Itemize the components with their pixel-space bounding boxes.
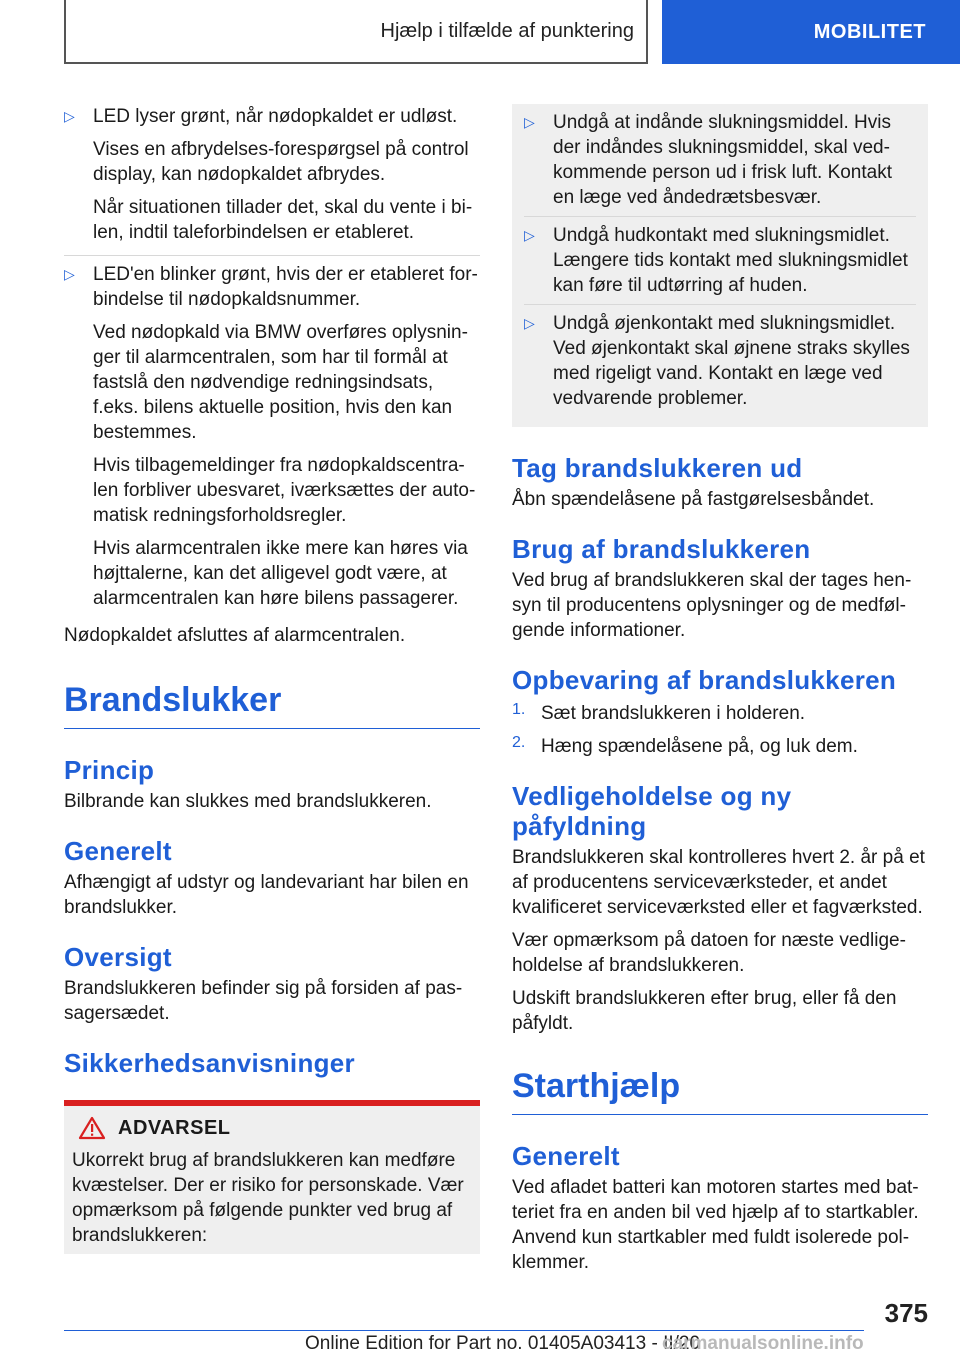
list-item-text: Undgå hudkontakt med slukningsmidlet. Længere tids kontakt med slukningsmidlet kan føre til udtørring af huden. (553, 225, 908, 296)
left-column (64, 104, 480, 1254)
paragraph: Vær opmærksom på datoen for næste vedligeholdelse af brandslukkeren. (512, 930, 906, 976)
step-item (512, 701, 928, 726)
list-item (64, 104, 480, 245)
step-number: 1. (512, 701, 526, 718)
paragraph: Afhængigt af udstyr og landevariant har bilen en brandslukker. (64, 872, 469, 918)
section-heading: Princip (64, 755, 155, 785)
triangle-bullet-icon: ▷ (64, 108, 75, 124)
triangle-bullet-icon: ▷ (524, 227, 535, 243)
triangle-bullet-icon: ▷ (524, 315, 535, 331)
warning-box-continued (512, 104, 928, 427)
warning-list (524, 104, 916, 417)
list-item-text: Undgå at indånde slukningsmiddel. Hvis der indåndes slukningsmiddel, skal vedkommende person ud i frisk luft. Kontakt en læge ved åndedrætsbesvær. (553, 112, 892, 208)
section-heading: Brug af brandslukkeren (512, 534, 811, 564)
warning-box (64, 1100, 480, 1254)
paragraph: Hvis alarmcentralen ikke mere kan høres via højttalerne, kan det alligevel godt være, at alarmcentralen kan høre bilens passagerer. (93, 538, 468, 609)
step-text: Sæt brandslukkeren i holderen. (541, 703, 806, 724)
triangle-bullet-icon: ▷ (524, 114, 535, 130)
paragraph: Ved afladet batteri kan motoren startes med batteriet fra en anden bil ved hjælp af to startkabler. Anvend kun startkabler med fuldt isolerede polklemmer. (512, 1177, 919, 1273)
paragraph: Bilbrande kan slukkes med brandslukkeren. (64, 791, 432, 812)
chapter-tab (662, 0, 960, 64)
paragraph: Udskift brandslukkeren efter brug, eller få den påfyldt. (512, 988, 897, 1034)
chapter-tab-label: MOBILITET (813, 20, 926, 43)
step-item (512, 734, 928, 759)
list-item (524, 305, 916, 417)
page-number: 375 (884, 1298, 928, 1328)
list-item-text: Undgå øjenkontakt med slukningsmidlet. Ved øjenkontakt skal øjnene straks skylles med rigeligt vand. Kontakt en læge ved vedvarende problemer. (553, 313, 910, 409)
divider (64, 255, 480, 262)
paragraph: Ved nødopkald via BMW overføres oplysninger til alarmcentralen, som har til formål at fastslå den nødvendige redningsindsats, f.eks. bilens aktuelle position, hvis den kan bestemmes. (93, 322, 468, 443)
paragraph: Vises en afbrydelses-forespørgsel på control display, kan nødopkaldet afbrydes. (93, 139, 469, 185)
paragraph: Når situationen tillader det, skal du vente i bilen, indtil taleforbindelsen er etableret. (93, 197, 473, 243)
triangle-bullet-icon: ▷ (64, 266, 75, 282)
running-header (64, 0, 648, 64)
paragraph: Hvis tilbagemeldinger fra nødopkaldscentralen forbliver ubesvaret, iværksættes der automatisk redningsforholdsregler. (93, 455, 476, 526)
section-heading: Vedligeholdelse og ny påfyldning (512, 781, 792, 841)
list-item-text: LED'en blinker grønt, hvis der er etableret forbindelse til nødopkaldsnummer. (93, 264, 478, 310)
warning-text: Ukorrekt brug af brandslukkeren kan medføre kvæstelser. Der er risiko for personskade. Vær opmærksom på følgende punkter ved brug af brandslukkeren: (72, 1150, 464, 1246)
step-text: Hæng spændelåsene på, og luk dem. (541, 736, 858, 757)
warning-title: ADVARSEL (118, 1116, 231, 1139)
section-heading: Oversigt (64, 942, 172, 972)
section-heading: Generelt (512, 1141, 620, 1171)
warning-triangle-icon (78, 1116, 106, 1140)
right-column (512, 104, 928, 1275)
footer-rule (64, 1330, 864, 1331)
section-heading: Opbevaring af brandslukkeren (512, 665, 897, 695)
step-number: 2. (512, 734, 526, 751)
watermark: carmanualsonline.info (662, 1333, 864, 1354)
chapter-heading: Starthjælp (512, 1066, 928, 1115)
paragraph: Brandslukkeren skal kontrolleres hvert 2. år på et af producentens serviceværksteder, et andet kvalificeret serviceværksted eller et fagværksted. (512, 847, 925, 918)
list-item (524, 217, 916, 305)
section-title: Hjælp i tilfælde af punktering (380, 19, 634, 42)
list-item-text: LED lyser grønt, når nødopkaldet er udløst. (93, 106, 458, 127)
list-item (524, 104, 916, 217)
section-heading: Tag brandslukkeren ud (512, 453, 803, 483)
edition-note: Online Edition for Part no. 01405A03413 - II/20 (305, 1333, 701, 1354)
paragraph: Åbn spændelåsene på fastgørelsesbåndet. (512, 489, 875, 510)
section-heading: Sikkerhedsanvisninger (64, 1048, 355, 1078)
paragraph: Ved brug af brandslukkeren skal der tages hensyn til producentens oplysninger og de medfølgende informationer. (512, 570, 912, 641)
paragraph: Brandslukkeren befinder sig på forsiden af passagersædet. (64, 978, 463, 1024)
list-item (64, 262, 480, 611)
paragraph: Nødopkaldet afsluttes af alarmcentralen. (64, 625, 406, 646)
chapter-heading: Brandslukker (64, 680, 480, 729)
warning-header (72, 1116, 472, 1140)
section-heading: Generelt (64, 836, 172, 866)
